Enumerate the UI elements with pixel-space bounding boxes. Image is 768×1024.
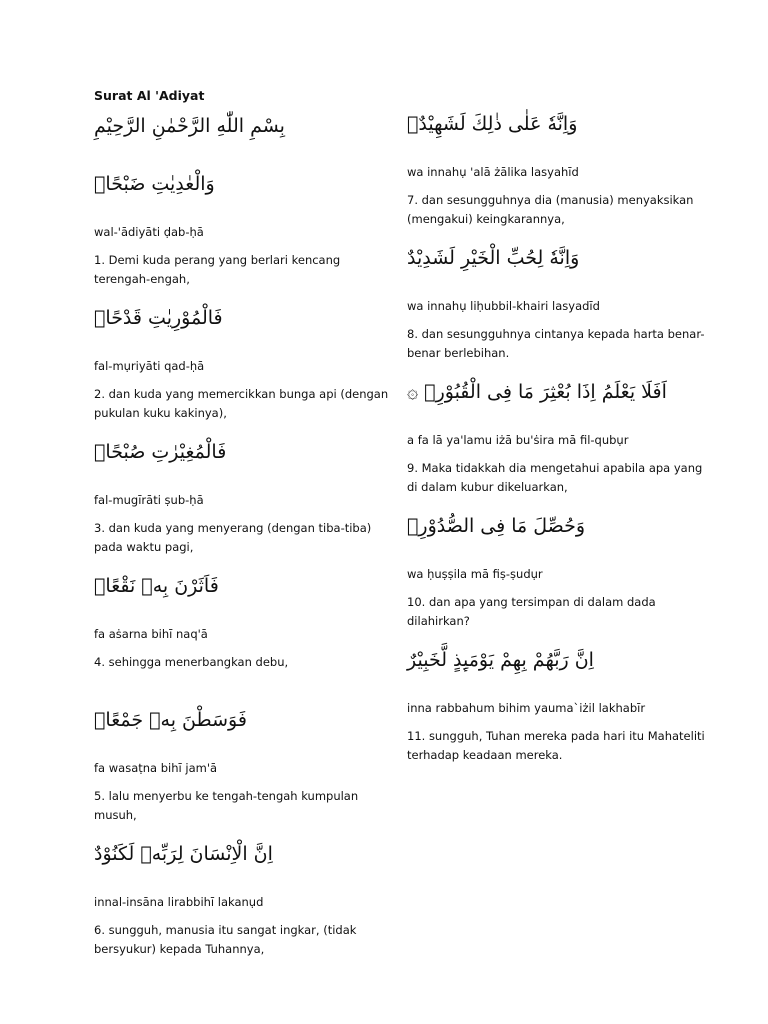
verse-transliteration: wal-'ādiyāti ḍab-ḥā	[94, 225, 204, 239]
verse-transliteration: wa innahụ liḥubbil-khairi lasyadīd	[407, 299, 600, 313]
verse-transliteration: wa ḥuṣṣila mā fiṣ-ṣudụr	[407, 567, 543, 581]
verse-transliteration: inna rabbahum bihim yauma`iżil lakhabīr	[407, 701, 646, 715]
verse-translation: 7. dan sesungguhnya dia (manusia) menyaksikan (mengakui) keingkarannya,	[407, 193, 694, 226]
verse-2	[94, 304, 394, 438]
verse-transliteration: fal-mugīrāti ṣub-ḥā	[94, 493, 204, 507]
verse-5	[94, 706, 394, 840]
verse-arabic: وَحُصِّلَ مَا فِى الصُّدُوْرِۙ	[407, 515, 586, 537]
verse-8	[407, 244, 707, 378]
verse-3	[94, 438, 394, 572]
verse-transliteration: fa aṡarna bihī naq'ā	[94, 627, 208, 641]
verse-arabic: اِنَّ الْاِنْسَانَ لِرَبِّهٖ لَكَنُوْدٌ	[94, 843, 273, 865]
verse-transliteration: fa wasaṭna bihī jam'ā	[94, 761, 218, 775]
verse-translation: 3. dan kuda yang menyerang (dengan tiba-tiba) pada waktu pagi,	[94, 521, 372, 554]
verse-translation: 2. dan kuda yang memercikkan bunga api (dengan pukulan kuku kakinya),	[94, 387, 389, 420]
page-title: Surat Al 'Adiyat	[94, 88, 205, 103]
verse-transliteration: innal-insāna lirabbihī lakanụd	[94, 895, 264, 909]
verse-translation: 4. sehingga menerbangkan debu,	[94, 655, 289, 669]
verse-11	[407, 646, 707, 780]
left-column	[94, 112, 394, 974]
verse-6	[94, 840, 394, 974]
verse-arabic: وَاِنَّهٗ لِحُبِّ الْخَيْرِ لَشَدِيْدٌ	[407, 247, 580, 269]
verse-9	[407, 378, 707, 512]
verse-arabic: فَاَثَرْنَ بِهٖ نَقْعًاۙ	[94, 575, 219, 597]
verse-10	[407, 512, 707, 646]
verse-translation: 10. dan apa yang tersimpan di dalam dada dilahirkan?	[407, 595, 656, 628]
verse-translation: 11. sungguh, Tuhan mereka pada hari itu Mahateliti terhadap keadaan mereka.	[407, 729, 705, 762]
verse-arabic: وَاِنَّهٗ عَلٰى ذٰلِكَ لَشَهِيْدٌۚ	[407, 113, 578, 135]
verse-1	[94, 170, 394, 304]
verse-arabic: فَالْمُغِيْرٰتِ صُبْحًاۙ	[94, 441, 227, 463]
verse-translation: 9. Maka tidakkah dia mengetahui apabila apa yang di dalam kubur dikeluarkan,	[407, 461, 703, 494]
basmalah: بِسْمِ اللّٰهِ الرَّحْمٰنِ الرَّحِيْمِ	[94, 115, 285, 137]
verse-7	[407, 110, 707, 244]
verse-translation: 8. dan sesungguhnya cintanya kepada harta benar-benar berlebihan.	[407, 327, 705, 360]
verse-arabic: وَالْعٰدِيٰتِ ضَبْحًاۙ	[94, 173, 215, 195]
verse-transliteration: fal-mụriyāti qad-ḥā	[94, 359, 205, 373]
verse-translation: 1. Demi kuda perang yang berlari kencang terengah-engah,	[94, 253, 341, 286]
verse-transliteration: a fa lā ya'lamu iżā bu'ṡira mā fil-qubụr	[407, 433, 629, 447]
verse-arabic: اِنَّ رَبَّهُمْ بِهِمْ يَوْمَىِٕذٍ لَّخَبِيْرٌ	[407, 649, 594, 671]
basmalah-block	[94, 112, 394, 170]
verse-translation: 5. lalu menyerbu ke tengah-tengah kumpulan musuh,	[94, 789, 359, 822]
right-column	[407, 110, 707, 780]
verse-arabic: فَوَسَطْنَ بِهٖ جَمْعًاۙ	[94, 709, 247, 731]
verse-4	[94, 572, 394, 706]
verse-arabic: فَالْمُوْرِيٰتِ قَدْحًاۙ	[94, 307, 223, 329]
verse-transliteration: wa innahụ 'alā żālika lasyahīd	[407, 165, 579, 179]
verse-arabic: اَفَلَا يَعْلَمُ اِذَا بُعْثِرَ مَا فِى الْقُبُوْرِۙ ۞	[407, 381, 667, 403]
verse-translation: 6. sungguh, manusia itu sangat ingkar, (tidak bersyukur) kepada Tuhannya,	[94, 923, 357, 956]
